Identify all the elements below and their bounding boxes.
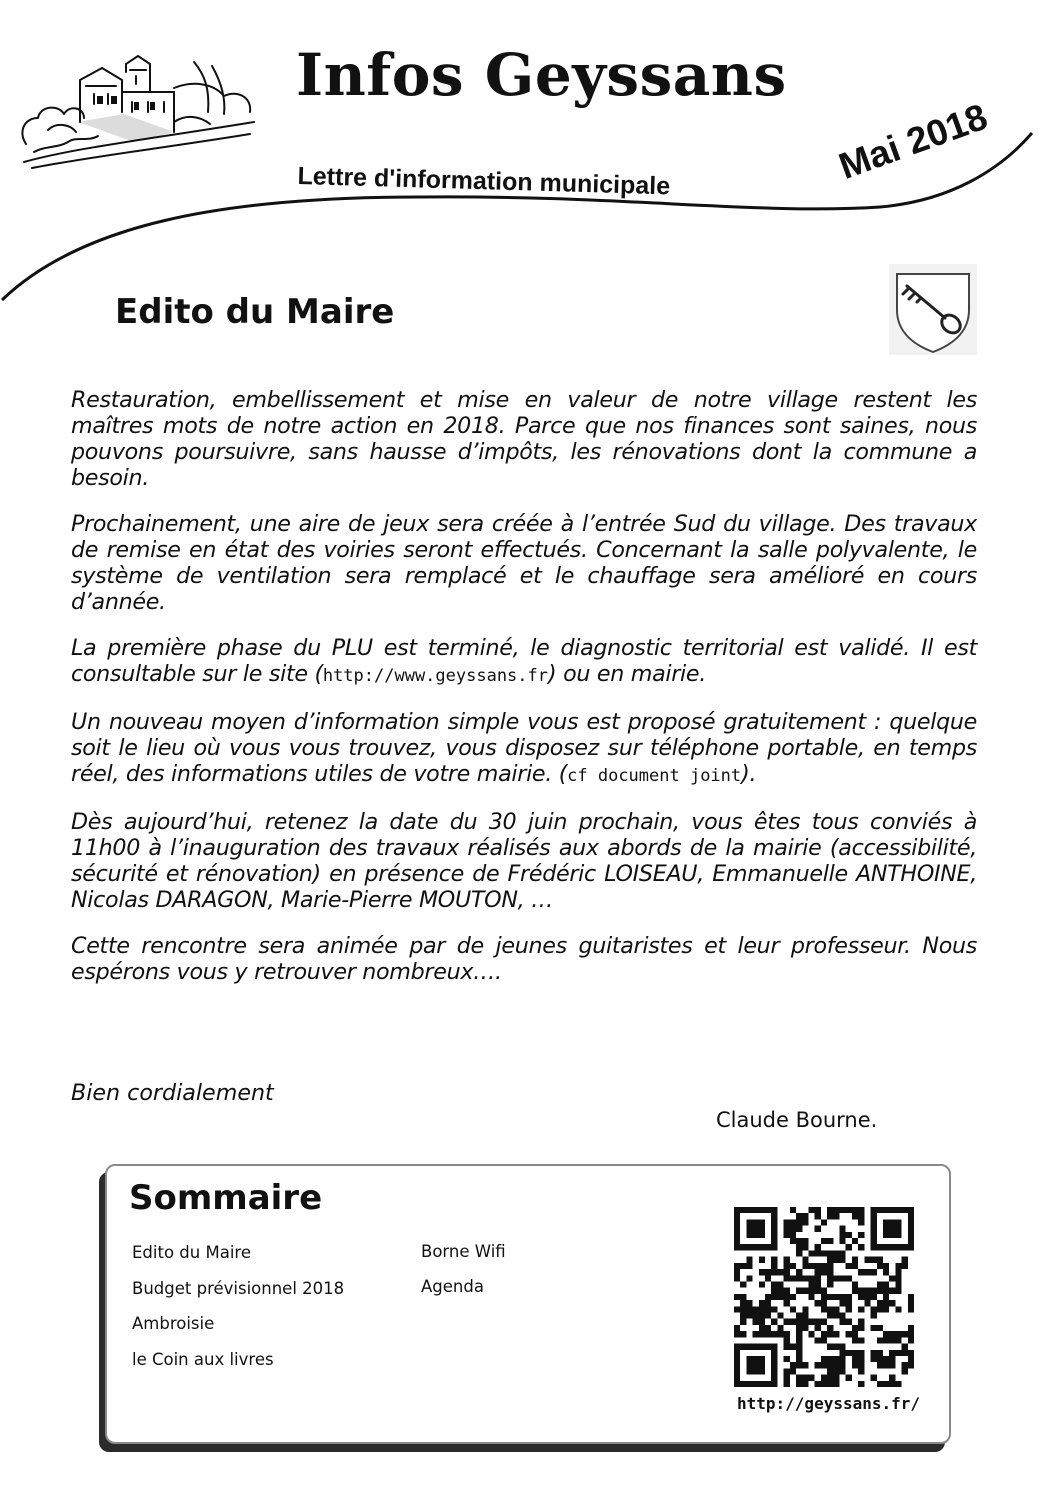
edito-paragraph: Cette rencontre sera animée par de jeunes guitaristes et leur professeur. Nous espérons vous y retrouver nombreux….	[71, 933, 977, 985]
edito-paragraph: Dès aujourd’hui, retenez la date du 30 juin prochain, vous êtes tous conviés à 11h00 à l’inauguration des travaux réalisés aux abords de la mairie (accessibilité, sécurité et rénovation) en présence de Frédéric LOISEAU, Emmanuelle ANTHOINE, Nicolas DARAGON, Marie-Pierre MOUTON, …	[71, 809, 977, 913]
edito-paragraph	[71, 709, 977, 789]
newsletter-subtitle: Lettre d'information municipale	[297, 162, 671, 201]
edito-title: Edito du Maire	[115, 292, 395, 332]
qr-url[interactable]: http://geyssans.fr/	[737, 1394, 921, 1413]
document-reference: cf document joint	[567, 766, 742, 786]
qr-code-icon[interactable]	[734, 1207, 914, 1387]
toc-item: Ambroisie	[132, 1314, 215, 1333]
key-coat-of-arms-icon	[889, 264, 977, 355]
newsletter-title: Infos Geyssans	[296, 41, 787, 109]
mayor-signature: Claude Bourne.	[716, 1108, 878, 1132]
issue-date: Mai 2018	[833, 95, 993, 188]
edito-paragraph: Prochainement, une aire de jeux sera créée à l’entrée Sud du village. Des travaux de remise en état des voiries seront effectués. Concernant la salle polyvalente, le système de ventilation sera remplacé et le chauffage sera amélioré en cours d’année.	[71, 511, 977, 615]
website-link[interactable]: http://www.geyssans.fr	[322, 666, 548, 686]
paragraph-text: ) ou en mairie.	[548, 661, 707, 687]
toc-item: Borne Wifi	[421, 1242, 506, 1261]
sommaire-title: Sommaire	[129, 1178, 323, 1218]
edito-paragraph	[71, 635, 977, 689]
closing-salutation: Bien cordialement	[71, 1080, 274, 1106]
toc-item: Agenda	[421, 1277, 484, 1296]
toc-item: Budget prévisionnel 2018	[132, 1279, 345, 1298]
toc-item: le Coin aux livres	[132, 1350, 274, 1369]
paragraph-text: Un nouveau moyen d’information simple vous est proposé gratuitement : quelque soit le lieu où vous vous trouvez, vous disposez sur téléphone portable, en temps réel, des informations utiles de votre mairie. (	[71, 709, 977, 787]
edito-paragraph: Restauration, embellissement et mise en valeur de notre village restent les maîtres mots de notre action en 2018. Parce que nos finances sont saines, nous pouvons poursuivre, sans hausse d’impôts, les rénovations dont la commune a besoin.	[71, 387, 977, 491]
paragraph-text: La première phase du PLU est terminé, le diagnostic territorial est validé. Il est consultable sur le site (	[71, 635, 977, 687]
paragraph-text: ).	[741, 761, 757, 787]
toc-item: Edito du Maire	[132, 1243, 251, 1262]
edito-body	[71, 387, 977, 1005]
